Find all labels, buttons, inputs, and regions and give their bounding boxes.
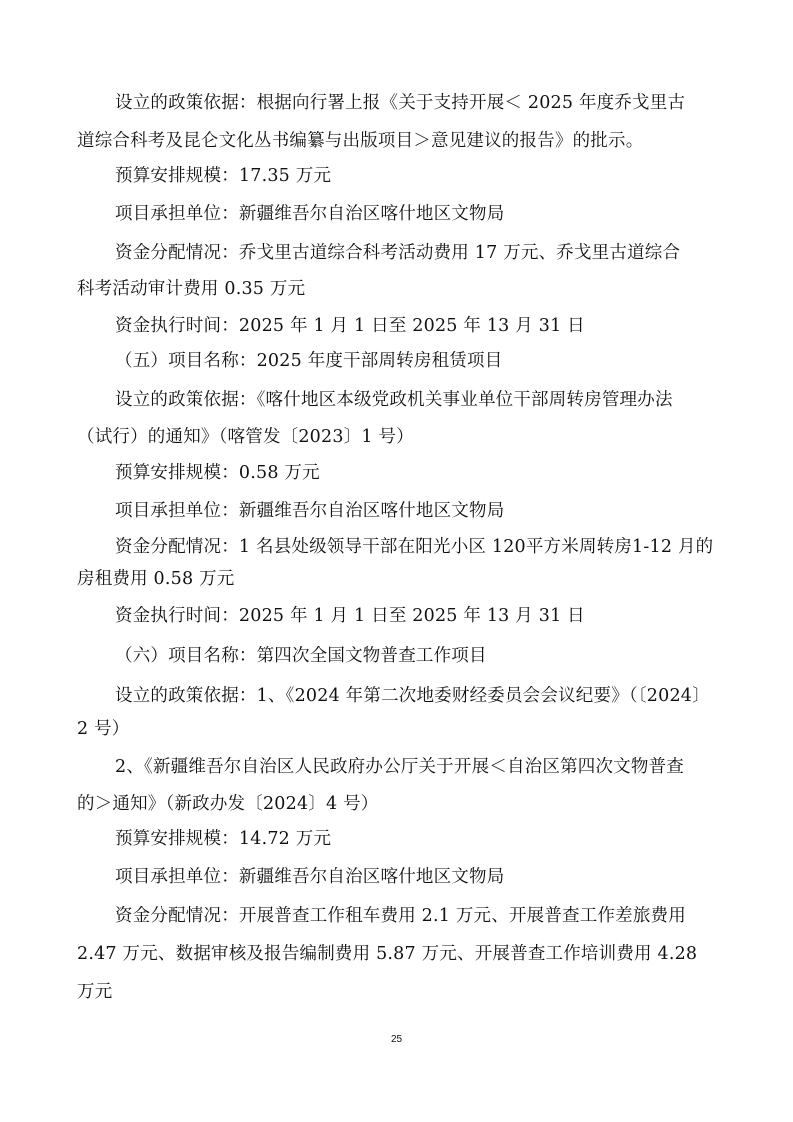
paragraph-line: 2 号） <box>77 719 130 739</box>
page-number: 25 <box>390 1034 403 1045</box>
paragraph-line: 2、《新疆维吾尔自治区人民政府办公厅关于开展＜自治区第四次文物普查 <box>115 757 684 777</box>
paragraph-line: 项目承担单位：新疆维吾尔自治区喀什地区文物局 <box>115 501 505 521</box>
paragraph-line: 房租费用 0.58 万元 <box>77 569 235 589</box>
section-heading: （六）项目名称：第四次全国文物普查工作项目 <box>115 646 487 666</box>
paragraph-line: 资金执行时间：2025 年 1 月 1 日至 2025 年 13 月 31 日 <box>115 316 585 336</box>
section-heading: （五）项目名称：2025 年度干部周转房租赁项目 <box>115 351 503 371</box>
paragraph-line: 设立的政策依据：《喀什地区本级党政机关事业单位干部周转房管理办法 <box>115 390 673 410</box>
paragraph-line: 万元 <box>77 982 113 1002</box>
paragraph-line: （试行）的通知》（喀管发〔2023〕1 号） <box>77 427 414 447</box>
paragraph-line: 资金分配情况：1 名县处级领导干部在阳光小区 120平方米周转房1-12 月的 <box>115 537 714 557</box>
paragraph-line: 的＞通知》（新政办发〔2024〕4 号） <box>77 794 379 814</box>
paragraph-line: 科考活动审计费用 0.35 万元 <box>77 279 306 299</box>
paragraph-line: 预算安排规模：17.35 万元 <box>115 166 332 186</box>
paragraph-line: 预算安排规模：14.72 万元 <box>115 829 332 849</box>
paragraph-line: 资金分配情况：乔戈里古道综合科考活动费用 17 万元、乔戈里古道综合 <box>115 243 681 263</box>
paragraph-line: 预算安排规模：0.58 万元 <box>115 463 320 483</box>
paragraph-line: 2.47 万元、数据审核及报告编制费用 5.87 万元、开展普查工作培训费用 4.28 <box>77 944 698 964</box>
paragraph-line: 道综合科考及昆仑文化丛书编纂与出版项目＞意见建议的报告》的批示。 <box>77 131 644 151</box>
paragraph-line: 设立的政策依据：1、《2024 年第二次地委财经委员会会议纪要》（〔2024〕 <box>115 686 710 706</box>
paragraph-line: 设立的政策依据：根据向行署上报《关于支持开展＜ 2025 年度乔戈里古 <box>115 93 686 113</box>
paragraph-line: 资金执行时间：2025 年 1 月 1 日至 2025 年 13 月 31 日 <box>115 606 585 626</box>
paragraph-line: 资金分配情况：开展普查工作租车费用 2.1 万元、开展普查工作差旅费用 <box>115 906 686 926</box>
paragraph-line: 项目承担单位：新疆维吾尔自治区喀什地区文物局 <box>115 867 505 887</box>
paragraph-line: 项目承担单位：新疆维吾尔自治区喀什地区文物局 <box>115 204 505 224</box>
